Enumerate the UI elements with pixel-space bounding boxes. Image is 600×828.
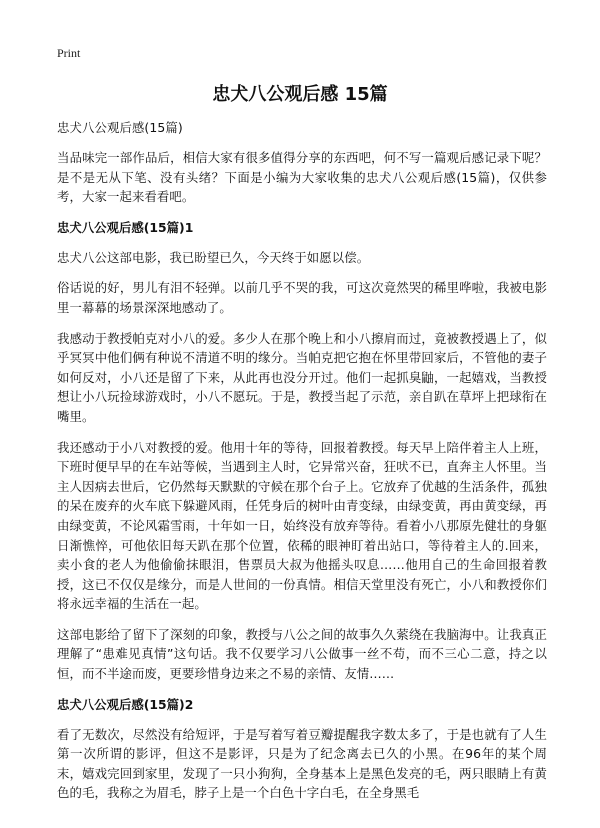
section1-paragraph: 俗话说的好，男儿有泪不轻弹。以前几乎不哭的我，可这次竟然哭的稀里哗啦，我被电影里一幕幕的场景深深地感动了。 [57, 280, 547, 315]
section1-paragraph: 忠犬八公这部电影，我已盼望已久，今天终于如愿以偿。 [57, 249, 370, 265]
section1-paragraph: 我感动于教授帕克对小八的爱。多少人在那个晚上和小八擦肩而过，竟被教授遇上了，似乎冥冥中他们俩有种说不清道不明的缘分。当帕克把它抱在怀里带回家后，不管他的妻子如何反对，小八还是留了下来，从此再也没分开过。他们一起抓臭鼬，一起嬉戏，当教授想让小八玩捡球游戏时，小八不愿玩。于是，教授当起了示范，亲自趴在草坪上把球衔在嘴里。 [57, 330, 547, 424]
section-heading-1: 忠犬八公观后感(15篇)1 [57, 219, 194, 235]
intro-paragraph: 当品味完一部作品后，相信大家有很多值得分享的东西吧，何不写一篇观后感记录下呢？是不是无从下笔、没有头绪？下面是小编为大家收集的忠犬八公观后感(15篇)，仅供参考，大家一起来看看吧。 [57, 150, 547, 205]
document-body [57, 112, 547, 814]
page-title: 忠犬八公观后感 15篇 [212, 84, 388, 105]
section1-paragraph: 这部电影给了留下了深刻的印象，教授与八公之间的故事久久萦绕在我脑海中。让我真正理解了“患难见真情”这句话。我不仅要学习八公做事一丝不苟，而不三心二意，持之以恒，而不半途而废，更要珍惜身边来之不易的亲情、友情…… [57, 626, 547, 682]
section-heading-2: 忠犬八公观后感(15篇)2 [57, 696, 194, 712]
section1-paragraph: 我还感动于小八对教授的爱。他用十年的等待，回报着教授。每天早上陪伴着主人上班，下班时便早早的在车站等候，当遇到主人时，它异常兴奋，狂吠不已，直奔主人怀里。当主人因病去世后，它仍然每天默默的守候在那个台子上。它放弃了优越的生活条件，孤独的呆在废弃的火车底下躲避风雨，任凭身后的树叶由青变绿，由绿变黄，再由黄变绿，再由绿变黄，不论风霜雪雨，十年如一日，始终没有放弃等待。看着小八那原先健壮的身躯日渐憔悴，可他依旧每天趴在那个位置，依稀的眼神盯着出站口，等待着主人的.回来，卖小食的老人为他偷偷抹眼泪，售票员大叔为他摇头叹息……他用自己的生命回报着教授，这已不仅仅是缘分，而是人世间的一份真情。相信天堂里没有死亡，小八和教授你们将永远幸福的生活在一起。 [57, 439, 547, 612]
section2-paragraph: 看了无数次，尽然没有给短评，于是写着写着豆瓣提醒我字数太多了，于是也就有了人生第一次所谓的影评，但这不是影评，只是为了纪念离去已久的小黑。在96年的某个周末，嬉戏完回到家里，发现了一只小狗狗，全身基本上是黑色发亮的毛，两只眼睛上有黄色的毛，我称之为眉毛，脖子上是一个白色十字白毛，在全身黑毛 [57, 726, 547, 801]
print-label: Print [57, 46, 81, 60]
document-subtitle: 忠犬八公观后感(15篇) [57, 120, 183, 135]
